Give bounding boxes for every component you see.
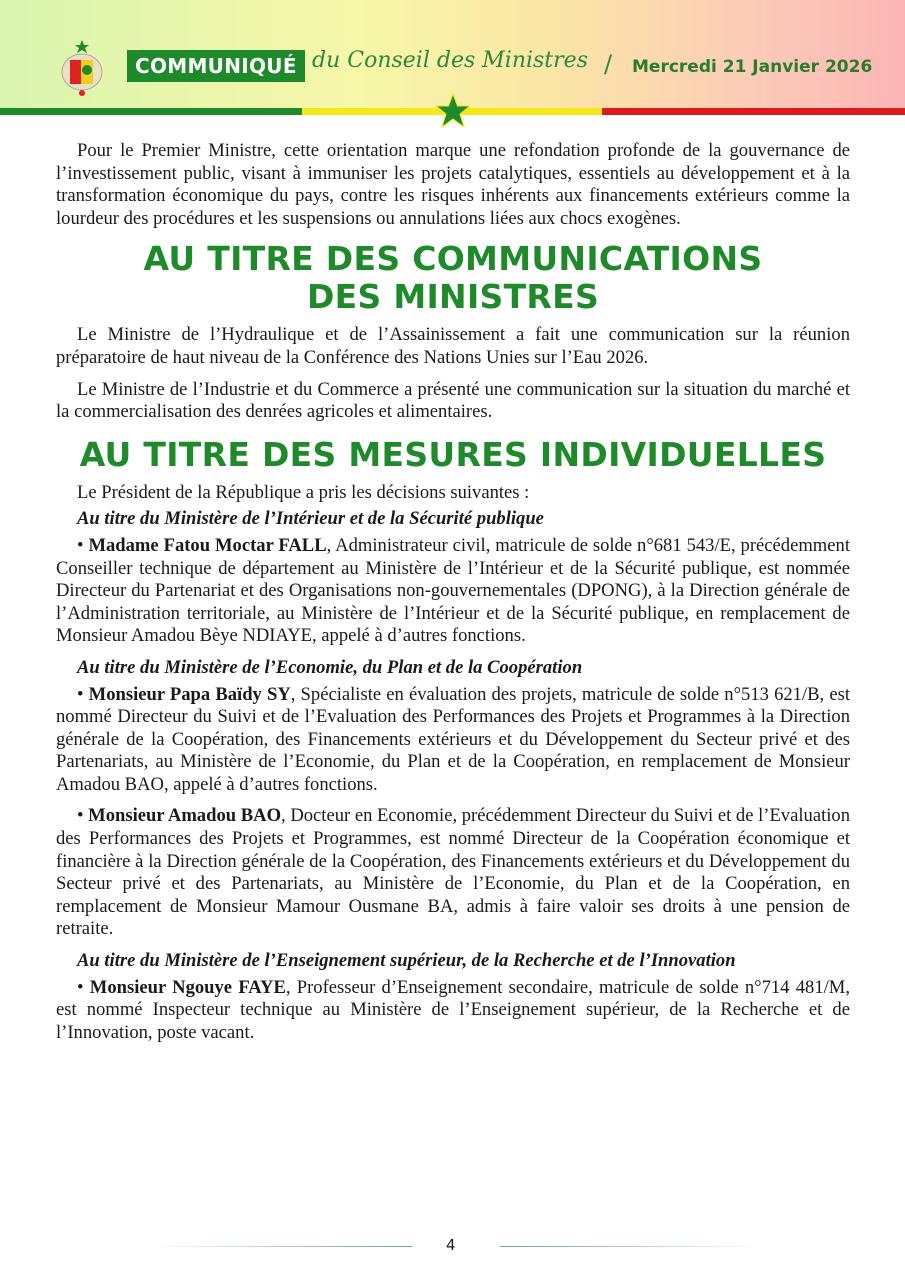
appointment-text: , Professeur d’Enseignement secondaire, matricule de solde n°714 481/M, est nommé Inspecteur technique au Ministère de l’Enseignement supérieur, de la Recherche et de l’Innovation, poste vacant. bbox=[56, 976, 850, 1043]
appointment-text: , Docteur en Economie, précédemment Directeur du Suivi et de l’Evaluation des Performances des Projets et Programmes, est nommé Directeur de la Coopération économique et financière à la Direction générale de la Coopération, des Financements extérieurs et du Développement du Secteur privé et des Partenariats, au Ministère de l’Economie, du Plan et de la Coopération, en remplacement de Monsieur Mamour Ousmane BA, admis à faire valoir ses droits à une pension de retraite. bbox=[56, 805, 851, 940]
appointee-name: Monsieur Ngouye FAYE bbox=[89, 976, 286, 998]
appointment-item: • Monsieur Ngouye FAYE, Professeur d’Enseignement secondaire, matricule de solde n°714 481/M, est nommé Inspecteur technique au Ministère de l’Enseignement supérieur, de la Recherche et de l’Innovation, poste vacant. bbox=[56, 976, 850, 1043]
coat-of-arms-icon bbox=[60, 40, 104, 96]
paragraph: Le Ministre de l’Industrie et du Commerce a présenté une communication sur la situation du marché et la commercialisation des denrées agricoles et alimentaires. bbox=[56, 378, 850, 423]
appointment-text: , Spécialiste en évaluation des projets, matricule de solde n°513 621/B, est nommé Directeur du Suivi et de l’Evaluation des Performances des Projets et Programmes à la Direction générale de la Coopération, des Financements extérieurs et du Développement du Secteur privé et des Partenariats, au Ministère de l’Economie, du Plan et de la Coopération, en remplacement de Monsieur Amadou BAO, appelé à d’autres fonctions. bbox=[56, 683, 850, 795]
paragraph: Le Ministre de l’Hydraulique et de l’Assainissement a fait une communication sur la réunion préparatoire de haut niveau de la Conférence des Nations Unies sur l’Eau 2026. bbox=[56, 324, 850, 368]
section-heading-mesures: AU TITRE DES MESURES INDIVIDUELLES bbox=[79, 434, 827, 474]
ministry-heading: Au titre du Ministère de l’Economie, du Plan et de la Coopération bbox=[77, 656, 583, 678]
appointment-item: • Monsieur Papa Baïdy SY, Spécialiste en évaluation des projets, matricule de solde n°513 621/B, est nommé Directeur du Suivi et de l’Evaluation des Performances des Projets et Programmes à la Direction générale de la Coopération, des Financements extérieurs et du Développement du Secteur privé et des Partenariats, au Ministère de l’Economie, du Plan et de la Coopération, en remplacement de Monsieur Amadou BAO, appelé à d’autres fonctions. bbox=[56, 683, 850, 795]
star-icon bbox=[434, 92, 472, 130]
flag-band-green bbox=[0, 108, 302, 115]
page-number: 4 bbox=[446, 1236, 456, 1254]
intro-paragraph: Pour le Premier Ministre, cette orientation marque une refondation profonde de la gouvernance de l’investissement public, visant à immuniser les projets catalytiques, essentiels au développement et à la transformation économique du pays, contre les risques inhérents aux financements extérieurs comme la lourdeur des procédures et les suspensions ou annulations liées aux chocs exogènes. bbox=[56, 140, 850, 229]
communique-badge: COMMUNIQUÉ bbox=[127, 50, 305, 82]
header-date: Mercredi 21 Janvier 2026 bbox=[632, 57, 873, 77]
ministry-heading: Au titre du Ministère de l’Enseignement supérieur, de la Recherche et de l’Innovation bbox=[77, 950, 736, 972]
lead-paragraph: Le Président de la République a pris les décisions suivantes : bbox=[77, 481, 530, 503]
appointee-name: Monsieur Amadou BAO bbox=[88, 805, 282, 827]
section-heading-communications bbox=[56, 240, 850, 316]
document-body bbox=[56, 140, 850, 1053]
footer-rule-left bbox=[150, 1246, 412, 1247]
appointee-name: Madame Fatou Moctar FALL bbox=[88, 534, 327, 556]
header-separator: / bbox=[604, 50, 613, 78]
appointee-name: Monsieur Papa Baïdy SY bbox=[88, 683, 291, 705]
heading-line: DES MINISTRES bbox=[306, 277, 600, 317]
header-script-title: du Conseil des Ministres bbox=[312, 48, 588, 73]
flag-band-red bbox=[602, 108, 905, 115]
ministry-heading: Au titre du Ministère de l’Intérieur et de la Sécurité publique bbox=[77, 508, 544, 530]
footer-rule-right bbox=[500, 1246, 762, 1247]
appointment-text: , Administrateur civil, matricule de solde n°681 543/E, précédemment Conseiller technique de département au Ministère de l’Intérieur et de la Sécurité publique, est nommée Directeur du Partenariat et des Organisations non-gouvernementales (DPONG), à la Direction générale de l’Administration territoriale, au Ministère de l’Intérieur et de la Sécurité publique, en remplacement de Monsieur Amadou Bèye NDIAYE, appelé à d’autres fonctions. bbox=[56, 534, 850, 647]
appointment-item: • Monsieur Amadou BAO, Docteur en Economie, précédemment Directeur du Suivi et de l’Evaluation des Performances des Projets et Programmes, est nommé Directeur de la Coopération économique et financière à la Direction générale de la Coopération, des Financements extérieurs et du Développement du Secteur privé et des Partenariats, au Ministère de l’Economie, du Plan et de la Coopération, en remplacement de Monsieur Mamour Ousmane BA, admis à faire valoir ses droits à une pension de retraite. bbox=[56, 805, 851, 940]
appointment-item: • Madame Fatou Moctar FALL, Administrateur civil, matricule de solde n°681 543/E, précédemment Conseiller technique de département au Ministère de l’Intérieur et de la Sécurité publique, est nommée Directeur du Partenariat et des Organisations non-gouvernementales (DPONG), à la Direction générale de l’Administration territoriale, au Ministère de l’Intérieur et de la Sécurité publique, en remplacement de Monsieur Amadou Bèye NDIAYE, appelé à d’autres fonctions. bbox=[56, 534, 850, 647]
heading-line: AU TITRE DES COMMUNICATIONS bbox=[143, 239, 763, 279]
